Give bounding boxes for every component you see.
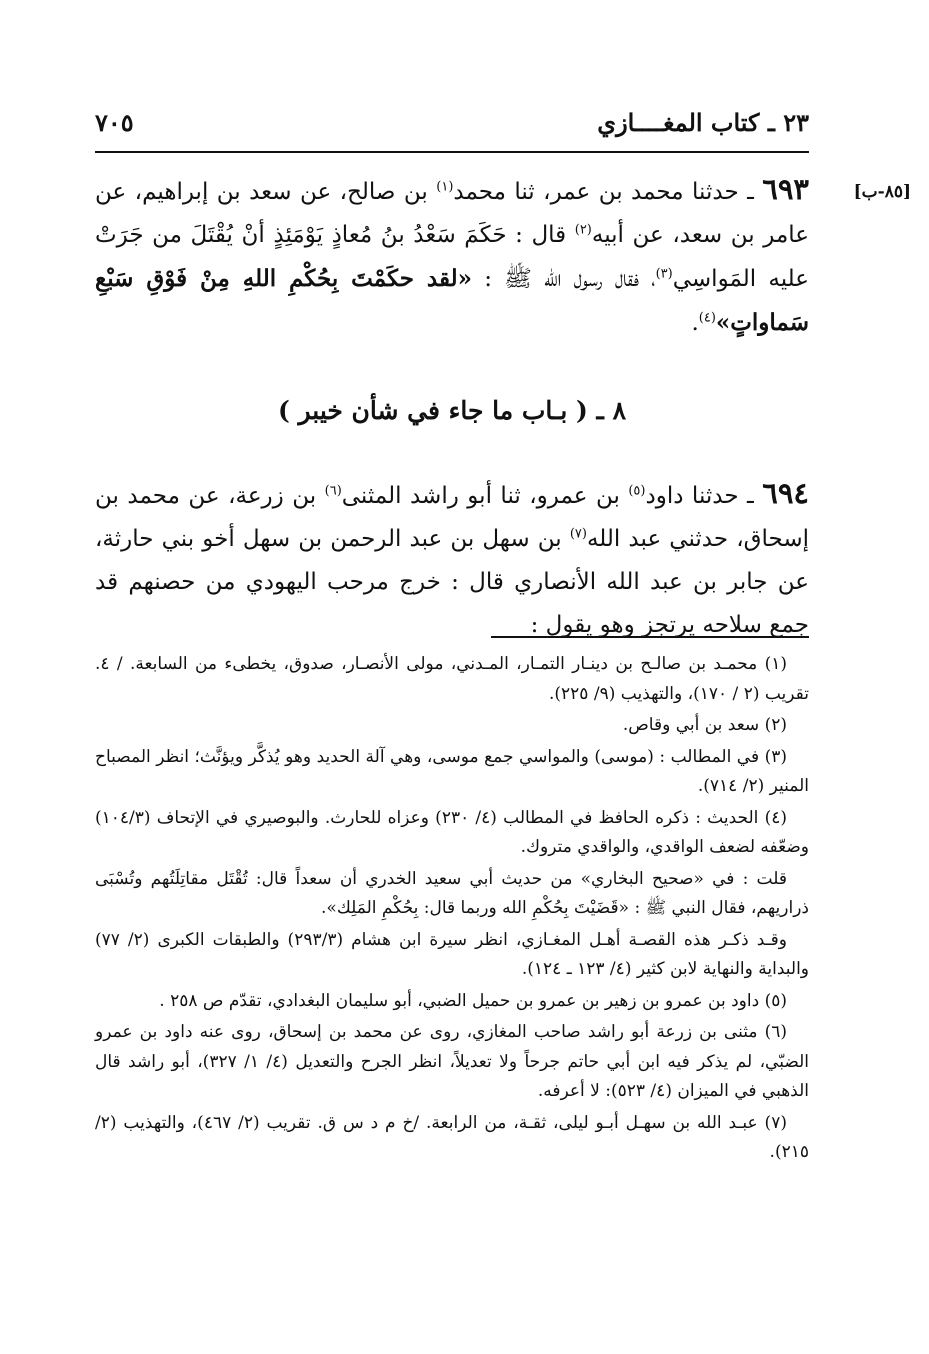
header-rule: [95, 151, 809, 153]
manuscript-folio-ref: [٨٥-ب]: [853, 182, 911, 202]
footnote-3: (٣) في المطالب : (موسى) والمواسي جمع موسى، وهي آلة الحديد وهو يُذكَّر ويؤنَّث؛ انظر المصباح المنير (٢/ ٧١٤).: [95, 746, 809, 796]
hadith-number: ٦٩٣: [762, 172, 809, 206]
hadith-text: بن زرعة، عن محمد بن إسحاق، حدثني عبد الله: [95, 483, 809, 552]
chapter-heading: ٨ ـ ( بـاب ما جاء في شأن خيبر ): [277, 396, 627, 425]
footnote-4: (٤) الحديث : ذكره الحافظ في المطالب (٤/ ٢٣٠) وعزاه للحارث. والبوصيري في الإتحاف (١٠٤/٣) وضعّفه لضعف الواقدي، والواقدي متروك.: [95, 807, 809, 857]
footnote-4-sources: وقـد ذكـر هذه القصـة أهـل المغـازي، انظر سيرة ابن هشام (٢٩٣/٣) والطبقات الكبرى (٢/ ٧٧) والبداية والنهاية لابن كثير (٤/ ١٢٣ ـ ١٢٤).: [95, 929, 809, 979]
footnote-6: (٦) مثنى بن زرعة أبو راشد صاحب المغازي، روى عن محمد بن إسحاق، روى عنه داود بن عمرو الضبّي، لم يذكر فيه ابن أبي حاتم جرحاً ولا تعديلاً، انظر الجرح والتعديل (٤/ ١/ ٣٢٧)، أبو راشد قال الذهبي في الميزان (٤/ ٥٢٣): لا أعرفه.: [95, 1022, 810, 1101]
hadith-text: .: [691, 310, 699, 336]
hadith-text: قال : حَكَمَ سَعْدُ بنُ مُعاذٍ يَوْمَئِذٍ أنْ يُقْتَلَ من جَرَتْ عليه المَواسِي: [95, 222, 809, 292]
running-title: ٢٣ ـ كتاب المغــــازي: [597, 107, 809, 137]
hadith-694: [95, 472, 809, 647]
footnote-ref: (٤): [698, 310, 716, 326]
footnote-7: (٧) عبـد الله بن سهـل أبـو ليلى، ثقـة، من الرابعة. /خ م د س ق. تقريب (٢/ ٤٦٧)، والتهذيب (٢/ ٢١٥).: [95, 1112, 809, 1162]
footnote-1: (١) محمـد بن صالـح بن دينـار التمـار، المـدني، مولى الأنصـار، صدوق، يخطىء من السابعة. / ٤. تقريب (٢ / ١٧٠)، والتهذيب (٩/ ٢٢٥).: [95, 654, 809, 704]
hadith-text: بن سهل بن عبد الرحمن بن سهل أخو بني حارثة، عن جابر بن عبد الله الأنصاري قال : خرج مرحب اليهودي من حصنهم قد جمع سلاحه يرتجز وهو يقول :: [95, 526, 809, 638]
hadith-text: ـ حدثنا محمد بن عمر، ثنا محمد: [453, 179, 763, 205]
hadith-text: ، فقال رسول الله ﷺ :: [471, 266, 656, 292]
footnote-2: (٢) سعد بن أبي وقاص.: [622, 715, 787, 735]
footnote-4-comment: قلت : في «صحيح البخاري» من حديث أبي سعيد الخدري أن سعداً قال: تُقْتَل مقاتِلَتُهم وتُسْبَى ذراريهم، فقال النبي ﷺ : «قَضَيْتَ بِحُكْمِ الله وربما قال: بِحُكْمِ المَلِك».: [95, 868, 809, 918]
footnote-ref: (٣): [655, 266, 673, 282]
footnote-rule: [491, 636, 809, 638]
hadith-text: ـ حدثنا داود: [645, 483, 763, 509]
page-number: ٧٠٥: [95, 107, 134, 137]
hadith-text: بن صالح، عن سعد بن إبراهيم، عن عامر بن سعد، عن أبيه: [95, 179, 809, 248]
footnotes: [95, 650, 809, 1170]
footnote-ref: (٧): [569, 526, 587, 542]
footnote-5: (٥) داود بن عمرو بن زهير بن عمرو بن حميل الضبي، أبو سليمان البغدادي، تقدّم ص ٢٥٨ .: [159, 990, 787, 1011]
prophetic-quote: «لقد حكَمْتَ بِحُكْمِ اللهِ مِنْ فَوْقِ سَبْعِ سَماواتٍ»: [95, 265, 809, 336]
hadith-number: ٦٩٤: [762, 476, 809, 510]
footnote-ref: (٦): [324, 483, 342, 499]
page-header: [95, 98, 809, 146]
footnote-ref: (١): [436, 179, 454, 195]
footnote-ref: (٢): [574, 222, 592, 238]
hadith-693: [95, 168, 809, 345]
footnote-ref: (٥): [628, 483, 646, 499]
main-text: [95, 168, 809, 647]
hadith-text: بن عمرو، ثنا أبو راشد المثنى: [341, 483, 629, 509]
